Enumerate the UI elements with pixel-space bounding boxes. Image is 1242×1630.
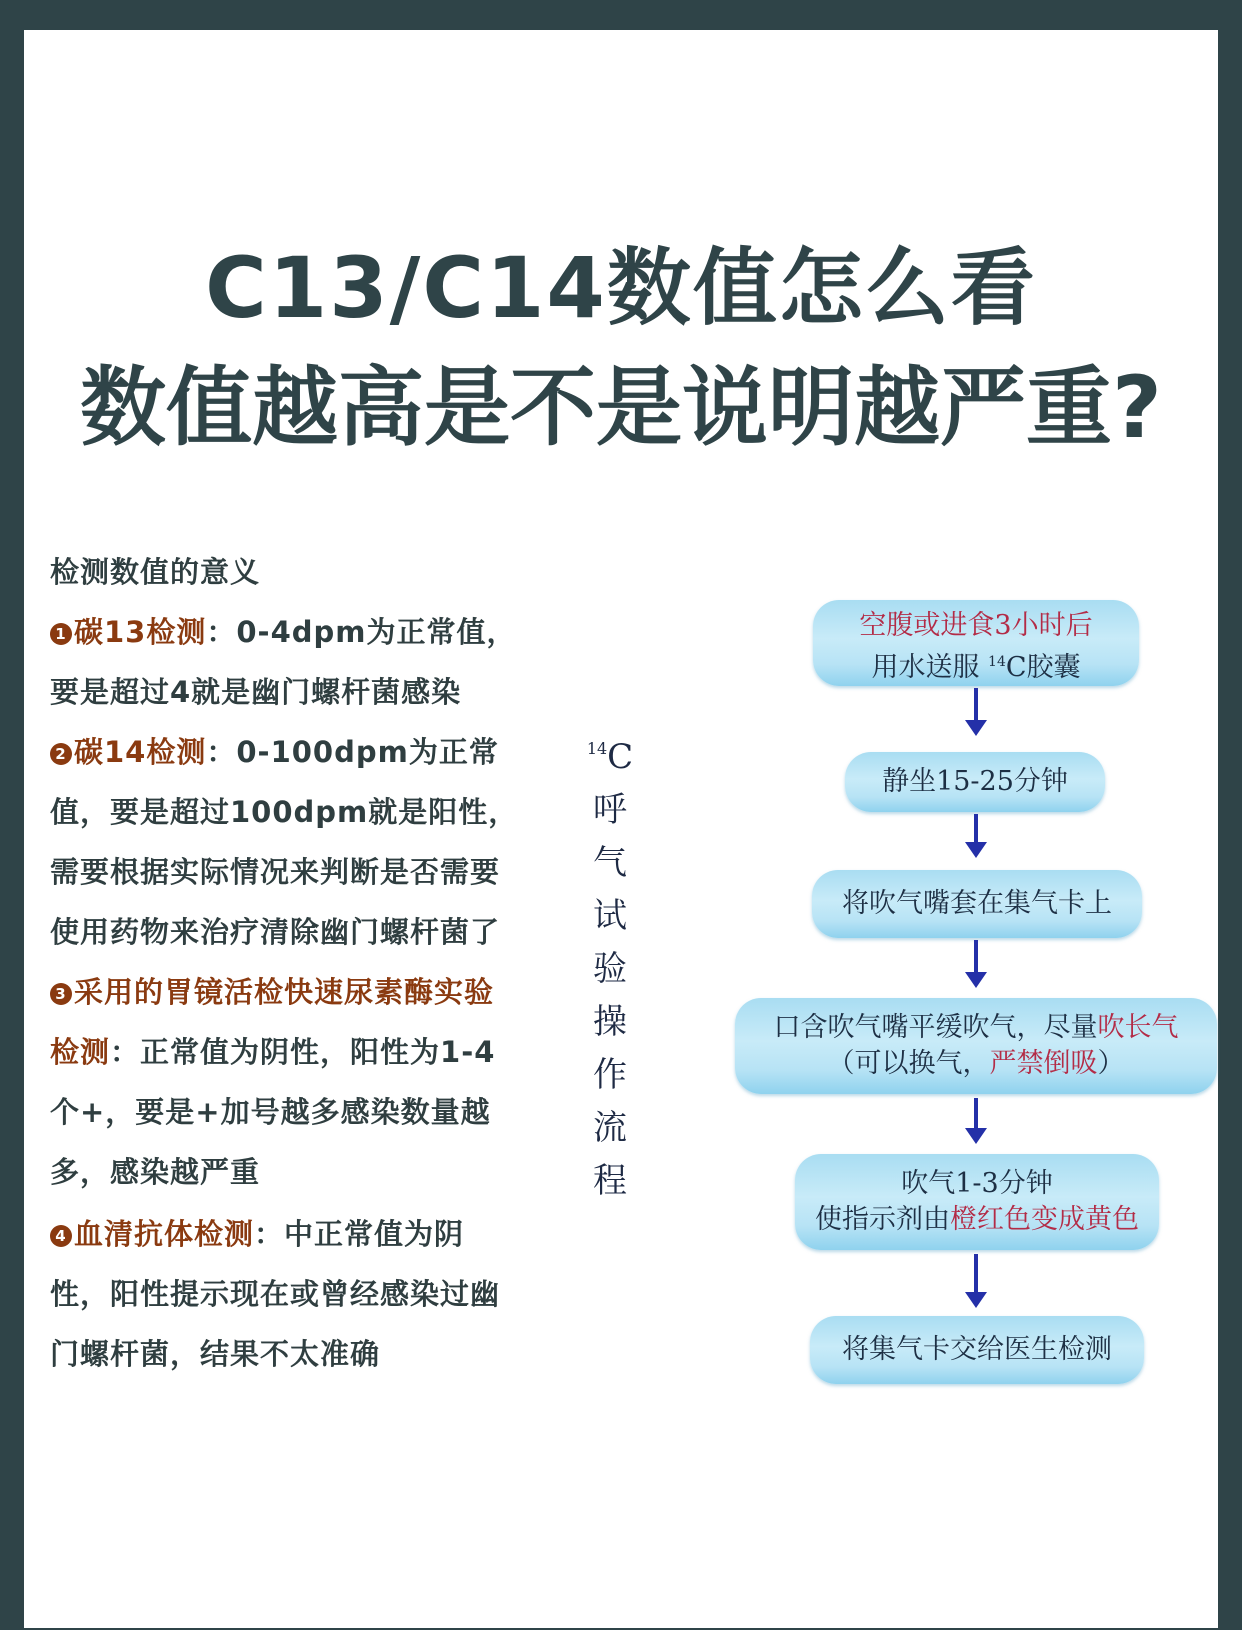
step-1-line-2	[813, 644, 1139, 686]
step-5-line-2	[795, 1202, 1159, 1238]
number-1-badge: 1	[50, 623, 72, 645]
flow-step-3: 将吹气嘴套在集气卡上	[812, 870, 1142, 938]
vtitle-char: 验	[593, 949, 627, 989]
vtitle-char: 呼	[593, 790, 627, 830]
step-1-sup: 14	[988, 654, 1006, 670]
item-4-line-2: 性，阳性提示现在或曾经感染过幽	[50, 1277, 501, 1311]
step-4-text-2: （可以换气，	[827, 1048, 990, 1079]
arrow-down-icon	[974, 1098, 978, 1130]
item-2-line-2: 值，要是超过100dpm就是阳性，	[50, 795, 519, 829]
flow-step-2: 静坐15-25分钟	[845, 752, 1105, 812]
item-3-label: 采用的胃镜活检快速尿素酶实验	[74, 975, 495, 1009]
item-2-line-1	[50, 730, 499, 771]
item-2-label: 碳14检测	[74, 735, 207, 769]
vtitle-char: 程	[593, 1161, 627, 1201]
step-4-highlight-2: 严禁倒吸	[989, 1048, 1098, 1079]
item-3-line-4: 多，感染越严重	[50, 1155, 261, 1189]
title-line-2: 数值越高是不是说明越严重?	[80, 358, 1162, 458]
number-3-badge: 3	[50, 983, 72, 1005]
item-3-line-2	[50, 1030, 495, 1071]
item-3-label-cont: 检测	[50, 1035, 111, 1069]
step-1-text-post: C胶囊	[1005, 652, 1081, 683]
isotope-letter: C	[607, 737, 634, 777]
vtitle-char: 操	[593, 1002, 627, 1042]
item-2-line-4: 使用药物来治疗清除幽门螺杆菌了	[50, 915, 501, 949]
step-1-line-1: 空腹或进食3小时后	[859, 610, 1093, 641]
step-5-highlight: 橙红色变成黄色	[950, 1204, 1139, 1235]
step-4-text-3: ）	[1097, 1048, 1125, 1079]
vtitle-char: 试	[593, 896, 627, 936]
isotope-superscript: 14	[586, 739, 608, 758]
step-5-text: 使指示剂由	[815, 1204, 950, 1235]
arrow-down-icon	[974, 688, 978, 722]
flow-step-4	[735, 998, 1217, 1094]
flow-step-6: 将集气卡交给医生检测	[810, 1316, 1144, 1384]
flow-step-1	[813, 600, 1139, 686]
arrow-down-icon	[974, 814, 978, 844]
item-4-text: ：中正常值为阴	[254, 1217, 465, 1251]
number-4-badge: 4	[50, 1225, 72, 1247]
flow-vertical-title	[585, 722, 635, 1208]
vtitle-char: 流	[593, 1108, 627, 1148]
item-1-line-1	[50, 610, 517, 651]
item-2-text: ：0-100dpm为正常	[206, 735, 499, 769]
item-4-label: 血清抗体检测	[74, 1217, 255, 1251]
item-3-line-1	[50, 970, 494, 1011]
arrow-down-icon	[974, 1254, 978, 1294]
step-4-line-1	[735, 1010, 1217, 1046]
step-4-text: 口含吹气嘴平缓吹气，尽量	[773, 1012, 1098, 1043]
item-2-line-3: 需要根据实际情况来判断是否需要	[50, 855, 501, 889]
meaning-heading: 检测数值的意义	[50, 555, 261, 589]
item-4-line-1	[50, 1212, 464, 1253]
item-4-line-3: 门螺杆菌，结果不太准确	[50, 1337, 381, 1371]
vtitle-char: 作	[593, 1055, 627, 1095]
item-3-text: ：正常值为阴性，阳性为1-4	[110, 1035, 496, 1069]
item-1-text: ：0-4dpm为正常值，	[206, 615, 517, 649]
step-4-highlight: 吹长气	[1097, 1012, 1179, 1043]
flow-step-5	[795, 1154, 1159, 1250]
step-4-line-2	[735, 1046, 1217, 1082]
step-5-line-1: 吹气1-3分钟	[901, 1168, 1053, 1199]
item-1-line-2: 要是超过4就是幽门螺杆菌感染	[50, 675, 462, 709]
item-1-label: 碳13检测	[74, 615, 207, 649]
title-line-1: C13/C14数值怎么看	[205, 239, 1037, 337]
step-1-text: 用水送服	[871, 652, 989, 683]
number-2-badge: 2	[50, 743, 72, 765]
item-3-line-3: 个+，要是+加号越多感染数量越	[50, 1095, 491, 1129]
arrow-down-icon	[974, 940, 978, 974]
vtitle-char: 气	[593, 843, 627, 883]
